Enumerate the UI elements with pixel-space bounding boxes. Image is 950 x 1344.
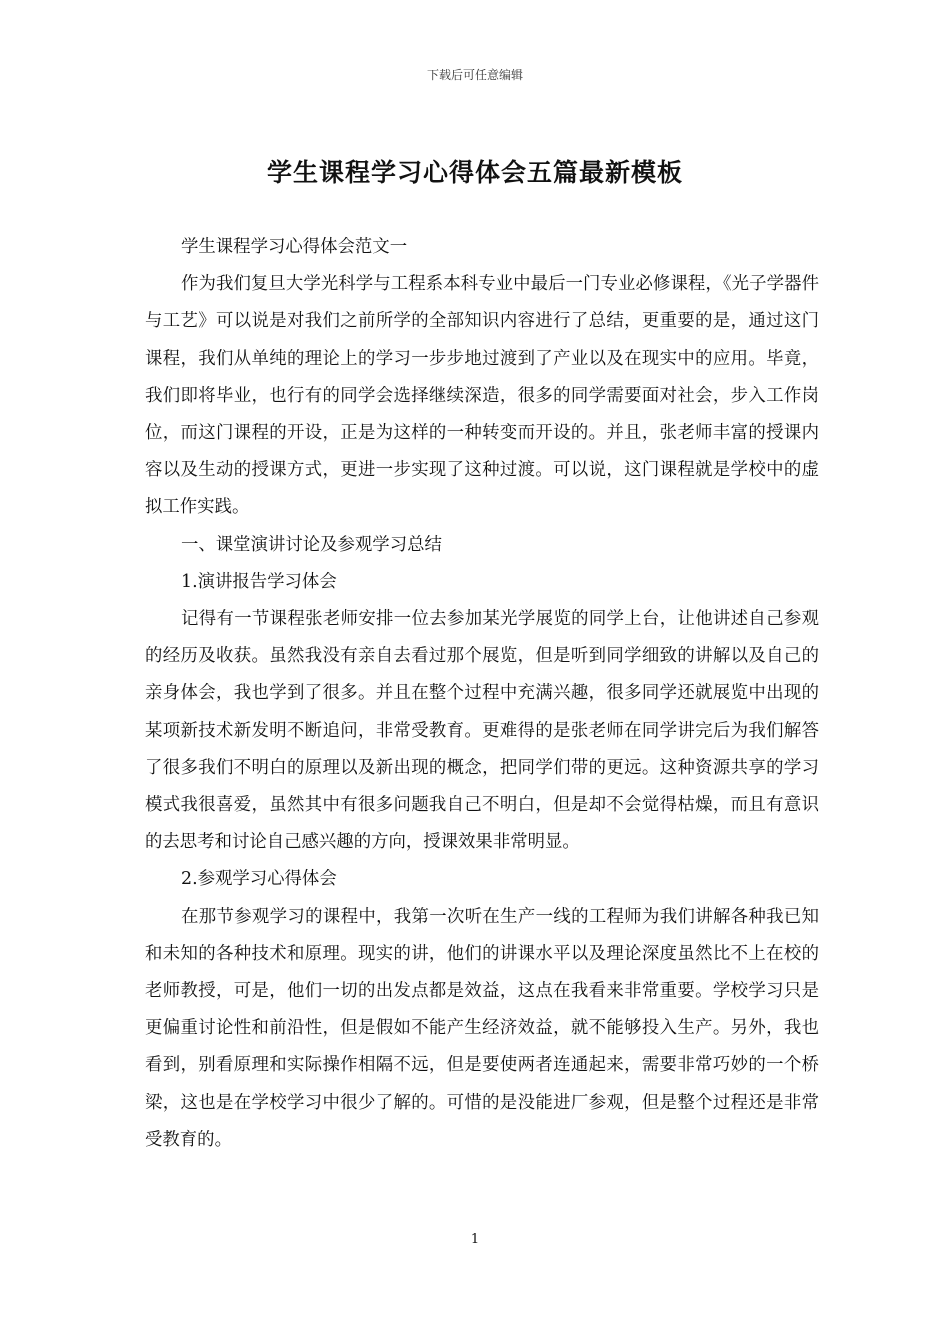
- page-header: 下载后可任意编辑: [426, 68, 523, 82]
- paragraph: 作为我们复旦大学光科学与工程系本科专业中最后一门专业必修课程，《光子学器件与工艺》可以说是对我们之前所学的全部知识内容进行了总结，更重要的是，通过这门课程，我们从单纯的理论上的学习一步步地过渡到了产业以及在现实中的应用。毕竟，我们即将毕业，也行有的同学会选择继续深造，很多的同学需要面对社会，步入工作岗位，而这门课程的开设，正是为这样的一种转变而开设的。并且，张老师丰富的授课内容以及生动的授课方式，更进一步实现了这种过渡。可以说，这门课程就是学校中的虚拟工作实践。: [145, 274, 819, 518]
- paragraph: 在那节参观学习的课程中，我第一次听在生产一线的工程师为我们讲解各种我已知和未知的各种技术和原理。现实的讲，他们的讲课水平以及理论深度虽然比不上在校的老师教授，可是，他们一切的出发点都是效益，这点在我看来非常重要。学校学习只是更偏重讨论性和前沿性，但是假如不能产生经济效益，就不能够投入生产。另外，我也看到，别看原理和实际操作相隔不远，但是要使两者连通起来，需要非常巧妙的一个桥梁，这也是在学校学习中很少了解的。可惜的是没能进厂参观，但是整个过程还是非常受教育的。: [145, 906, 819, 1150]
- subsection-heading: 2.参观学习心得体会: [181, 869, 337, 890]
- document-body: [145, 229, 819, 1159]
- document-title: 学生课程学习心得体会五篇最新模板: [266, 158, 683, 187]
- subsection-heading: 1.演讲报告学习体会: [181, 571, 337, 592]
- section-heading: 一、课堂演讲讨论及参观学习总结: [181, 534, 442, 555]
- page-number: 1: [470, 1232, 480, 1247]
- paragraph: 学生课程学习心得体会范文一: [181, 237, 408, 257]
- paragraph: 记得有一节课程张老师安排一位去参加某光学展览的同学上台，让他讲述自己参观的经历及收获。虽然我没有亲自去看过那个展览，但是听到同学细致的讲解以及自己的亲身体会，我也学到了很多。并且在整个过程中充满兴趣，很多同学还就展览中出现的某项新技术新发明不断追问，非常受教育。更难得的是张老师在同学讲完后为我们解答了很多我们不明白的原理以及新出现的概念，把同学们带的更远。这种资源共享的学习模式我很喜爱，虽然其中有很多问题我自己不明白，但是却不会觉得枯燥，而且有意识的去思考和讨论自己感兴趣的方向，授课效果非常明显。: [145, 609, 819, 853]
